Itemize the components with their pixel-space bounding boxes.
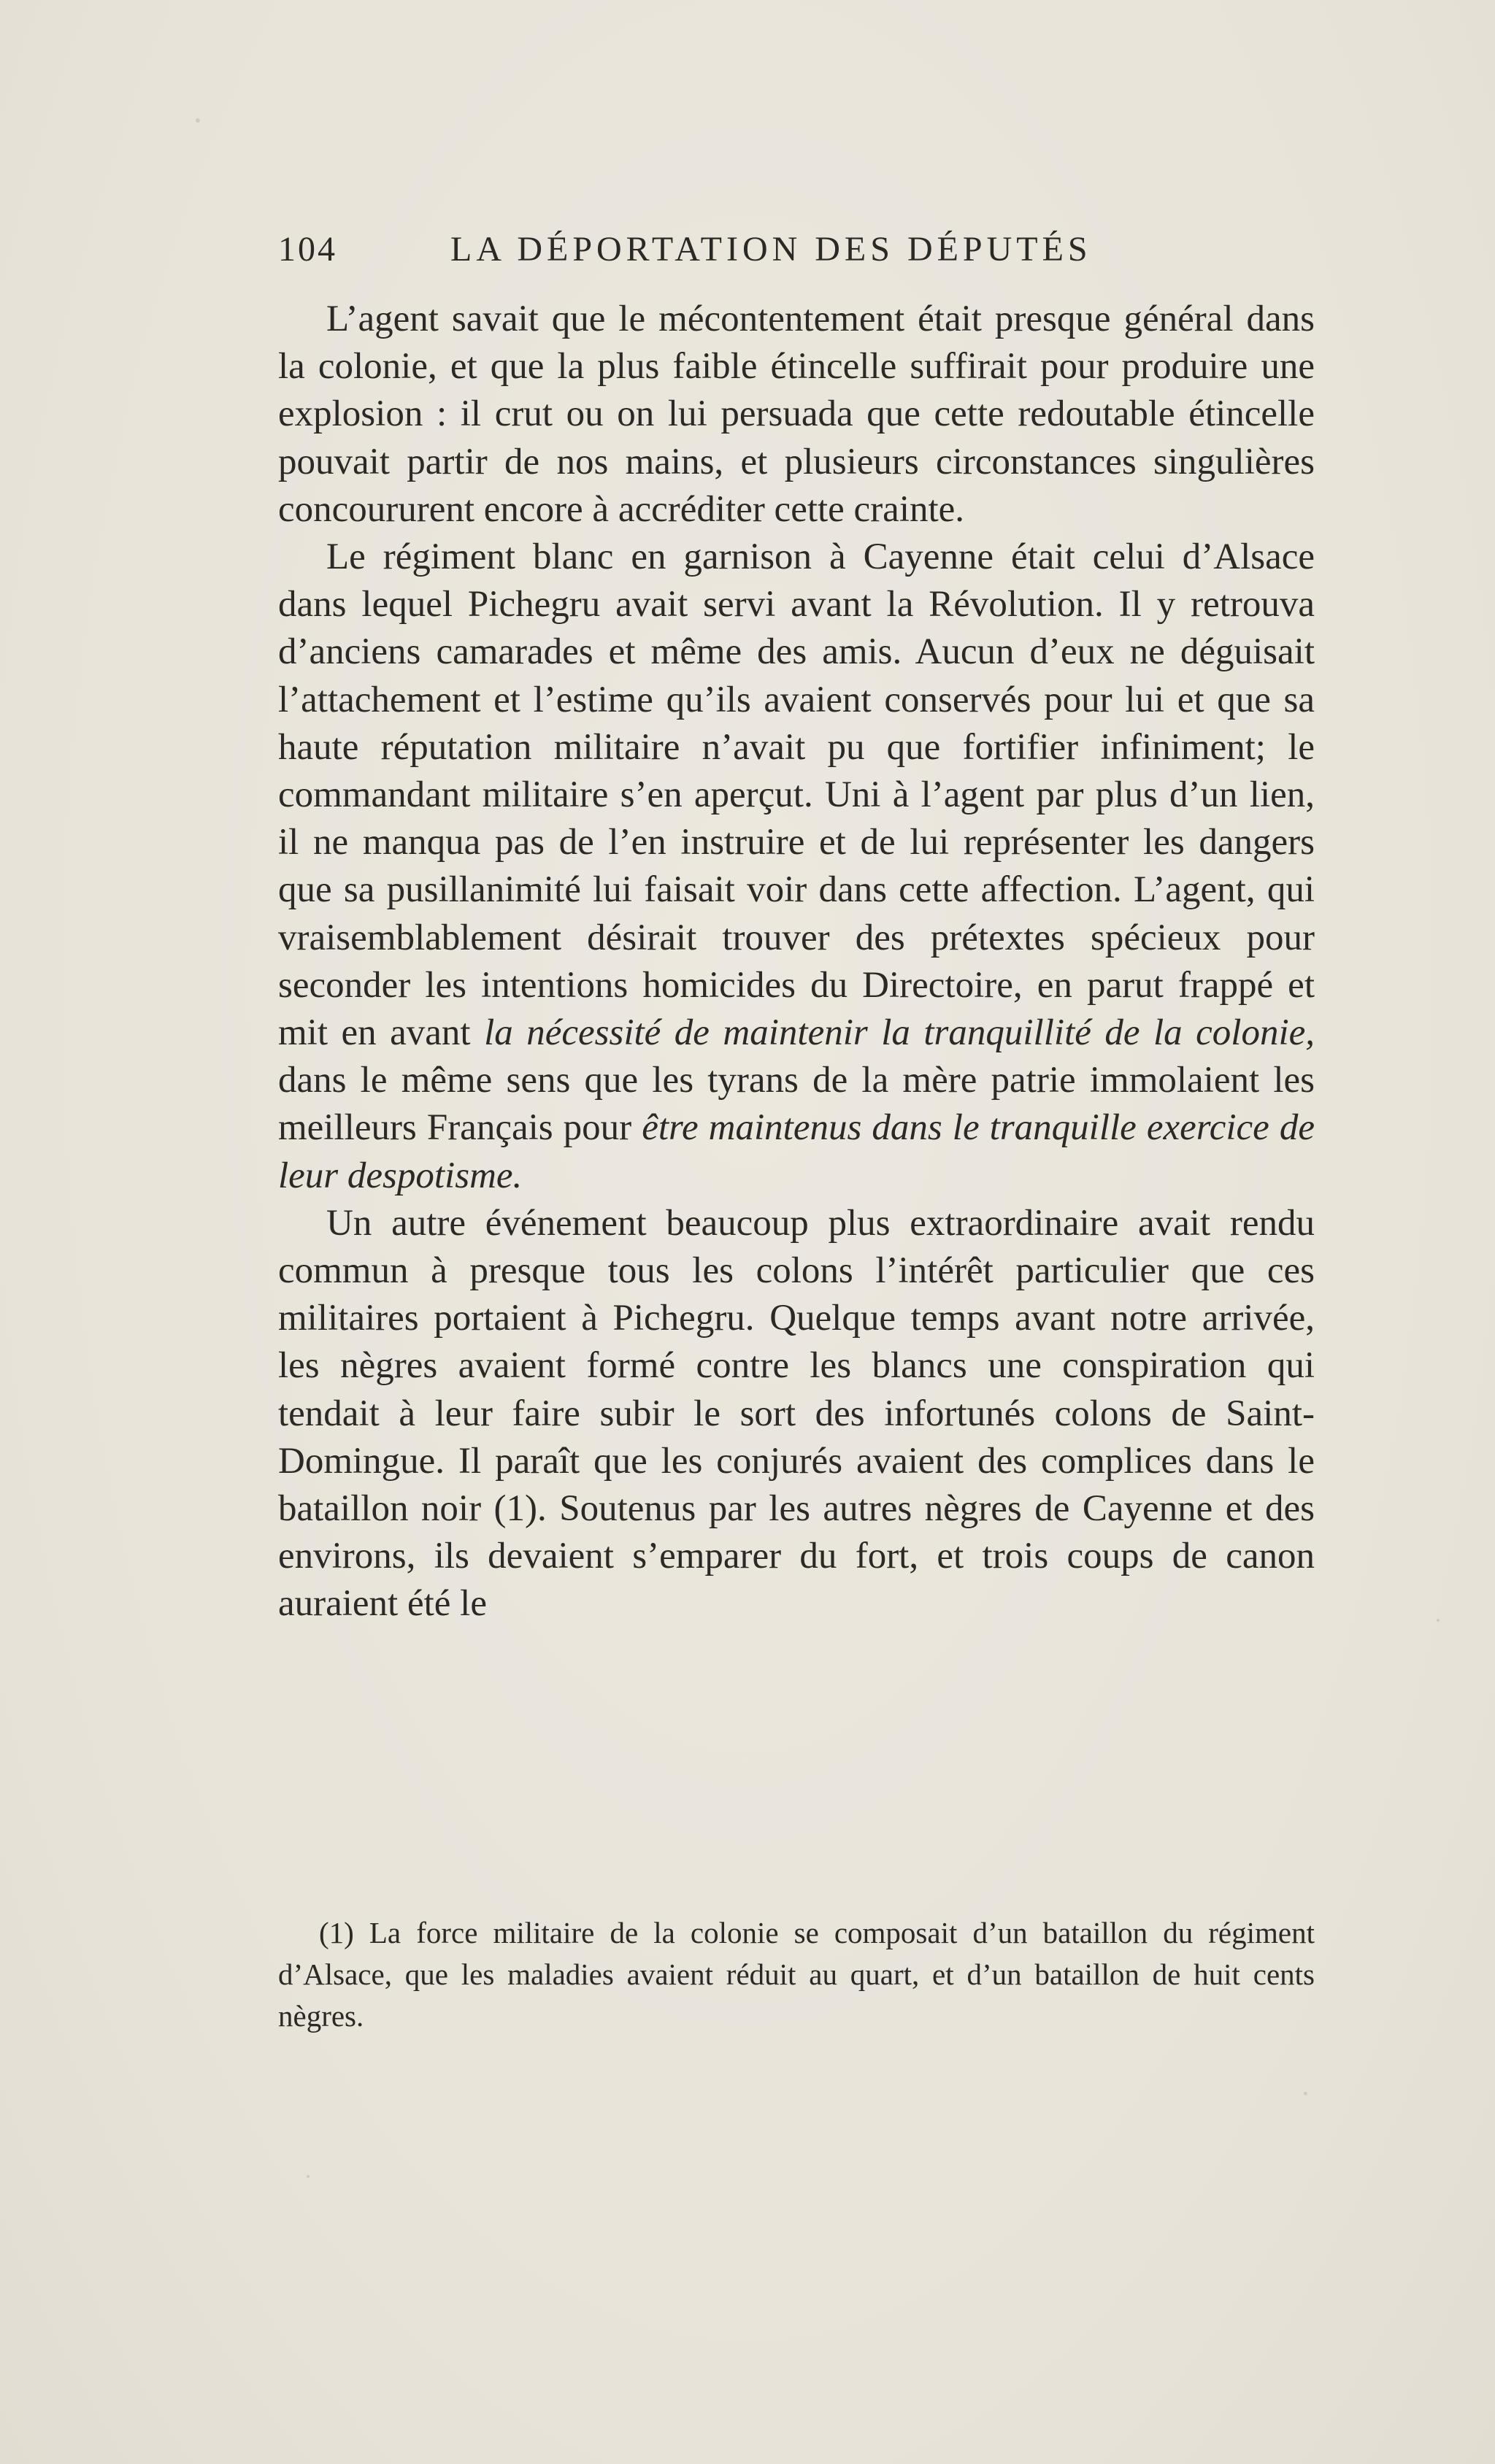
paragraph-2-text: Le régiment blanc en garnison à Cayenne était celui d’Alsace dans lequel Pichegru avait servi avant la Révolution. Il y retrouva d’anciens camarades et même des amis. Aucun d’eux ne déguisait l’attachement et l’estime qu’ils avaient conservés pour lui et que sa haute réputation militaire n’avait pu que fortifier infiniment; le commandant militaire s’en aperçut. Uni à l’agent par plus d’un lien, il ne manqua pas de l’en instruire et de lui représenter les dangers que sa pusillanimité lui faisait voir dans cette affection. L’agent, qui vraisemblablement désirait trouver des prétextes spécieux pour seconder les intentions homicides du Directoire, en parut frappé et mit en avant bbox=[278, 536, 1315, 1054]
paper-speck bbox=[1304, 2092, 1307, 2095]
body-text bbox=[278, 296, 1315, 1628]
paragraph-1-text: L’agent savait que le mécontentement était presque général dans la colonie, et que la plus faible étincelle suffirait pour produire une explosion : il crut ou on lui persuada que cette redoutable étincelle pouvait partir de nos mains, et plusieurs circonstances singulières concoururent encore à accréditer cette crainte. bbox=[278, 299, 1315, 530]
page-header bbox=[278, 229, 1151, 280]
paper-speck bbox=[196, 118, 200, 123]
footnote: (1) La force militaire de la colonie se composait d’un bataillon du régiment d’Alsace, que les maladies avaient réduit au quart, et d’un bataillon de huit cents nègres. bbox=[278, 1916, 1315, 2033]
paragraph-3 bbox=[278, 1200, 1315, 1628]
running-title: LA DÉPORTATION DES DÉPUTÉS bbox=[450, 230, 1092, 269]
paper-speck bbox=[1437, 1619, 1440, 1622]
paragraph-2 bbox=[278, 534, 1315, 1200]
page-number: 104 bbox=[278, 230, 337, 269]
paragraph-2-italic-quote-1: la nécessité de maintenir la tranquillité de la colonie, bbox=[484, 1012, 1315, 1054]
paper-speck bbox=[307, 2175, 310, 2178]
paragraph-2-italic-quote-2: être maintenus dans le tranquille exercice de leur despotisme. bbox=[278, 1107, 1315, 1196]
paragraph-1 bbox=[278, 296, 1315, 534]
paragraph-3-text: Un autre événement beaucoup plus extraordinaire avait rendu commun à presque tous les colons l’intérêt particulier que ces militaires portaient à Pichegru. Quelque temps avant notre arrivée, les nègres avaient formé contre les blancs une conspiration qui tendait à leur faire subir le sort des infortunés colons de Saint-Domingue. Il paraît que les conjurés avaient des complices dans le bataillon noir (1). Soutenus par les autres nègres de Cayenne et des environs, ils devaient s’emparer du fort, et trois coups de canon auraient été le bbox=[278, 1202, 1315, 1625]
paragraph-2-text-cont: dans le même sens que les tyrans de la mère patrie immolaient les meilleurs Français pour bbox=[278, 1060, 1315, 1149]
